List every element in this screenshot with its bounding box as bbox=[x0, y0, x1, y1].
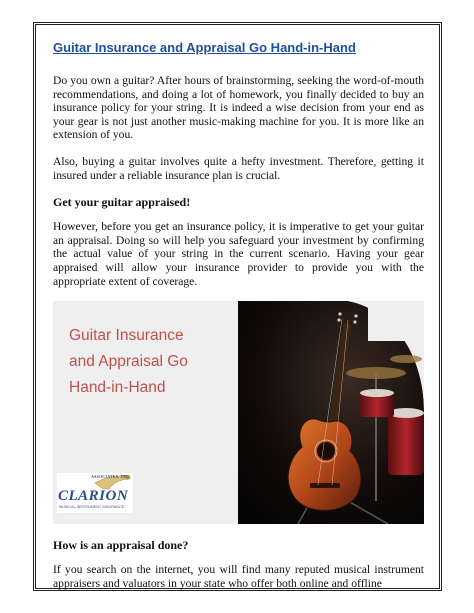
banner-heading-line: and Appraisal Go bbox=[69, 353, 188, 371]
banner-image bbox=[53, 301, 424, 524]
paragraph-appraisal: However, before you get an insurance policy, it is imperative to get your guitar an appraisal. Doing so will help you safeguard your investment by confirming the actual value of your string in the current scenario. Having your gear appraised will allow your insurance provider to provide you with the appropriate extent of coverage. bbox=[53, 220, 424, 288]
banner-heading-line: Guitar Insurance bbox=[69, 327, 184, 345]
document-body bbox=[53, 40, 424, 603]
banner-text-panel bbox=[53, 301, 238, 524]
heading-how-appraisal: How is an appraisal done? bbox=[53, 538, 189, 553]
heading-get-appraised: Get your guitar appraised! bbox=[53, 195, 191, 210]
banner-heading bbox=[69, 323, 239, 401]
document-title[interactable]: Guitar Insurance and Appraisal Go Hand-in-Hand bbox=[53, 40, 356, 55]
banner-heading-line: Hand-in-Hand bbox=[69, 379, 166, 397]
logo-subtext: ASSOCIATES, INC. bbox=[91, 474, 130, 480]
paragraph-investment: Also, buying a guitar involves quite a hefty investment. Therefore, getting it insured under a reliable insurance plan is crucial. bbox=[53, 154, 424, 182]
guitar-photo-icon bbox=[238, 301, 424, 524]
logo-wordmark: CLARION bbox=[58, 488, 129, 505]
paragraph-intro: Do you own a guitar? After hours of brainstorming, seeking the word-of-mouth recommendations, and doing a lot of homework, you finally decided to buy an insurance policy for your string. It is indeed a wise decision from your end as your gear is not just another music-making machine for you. It is more like an extension of you. bbox=[53, 74, 424, 142]
logo-tagline: MUSICAL INSTRUMENT INSURANCE bbox=[59, 505, 125, 510]
paragraph-search: If you search on the internet, you will find many reputed musical instrument appraisers and valuators in your state who offer both online and offline bbox=[53, 563, 424, 590]
